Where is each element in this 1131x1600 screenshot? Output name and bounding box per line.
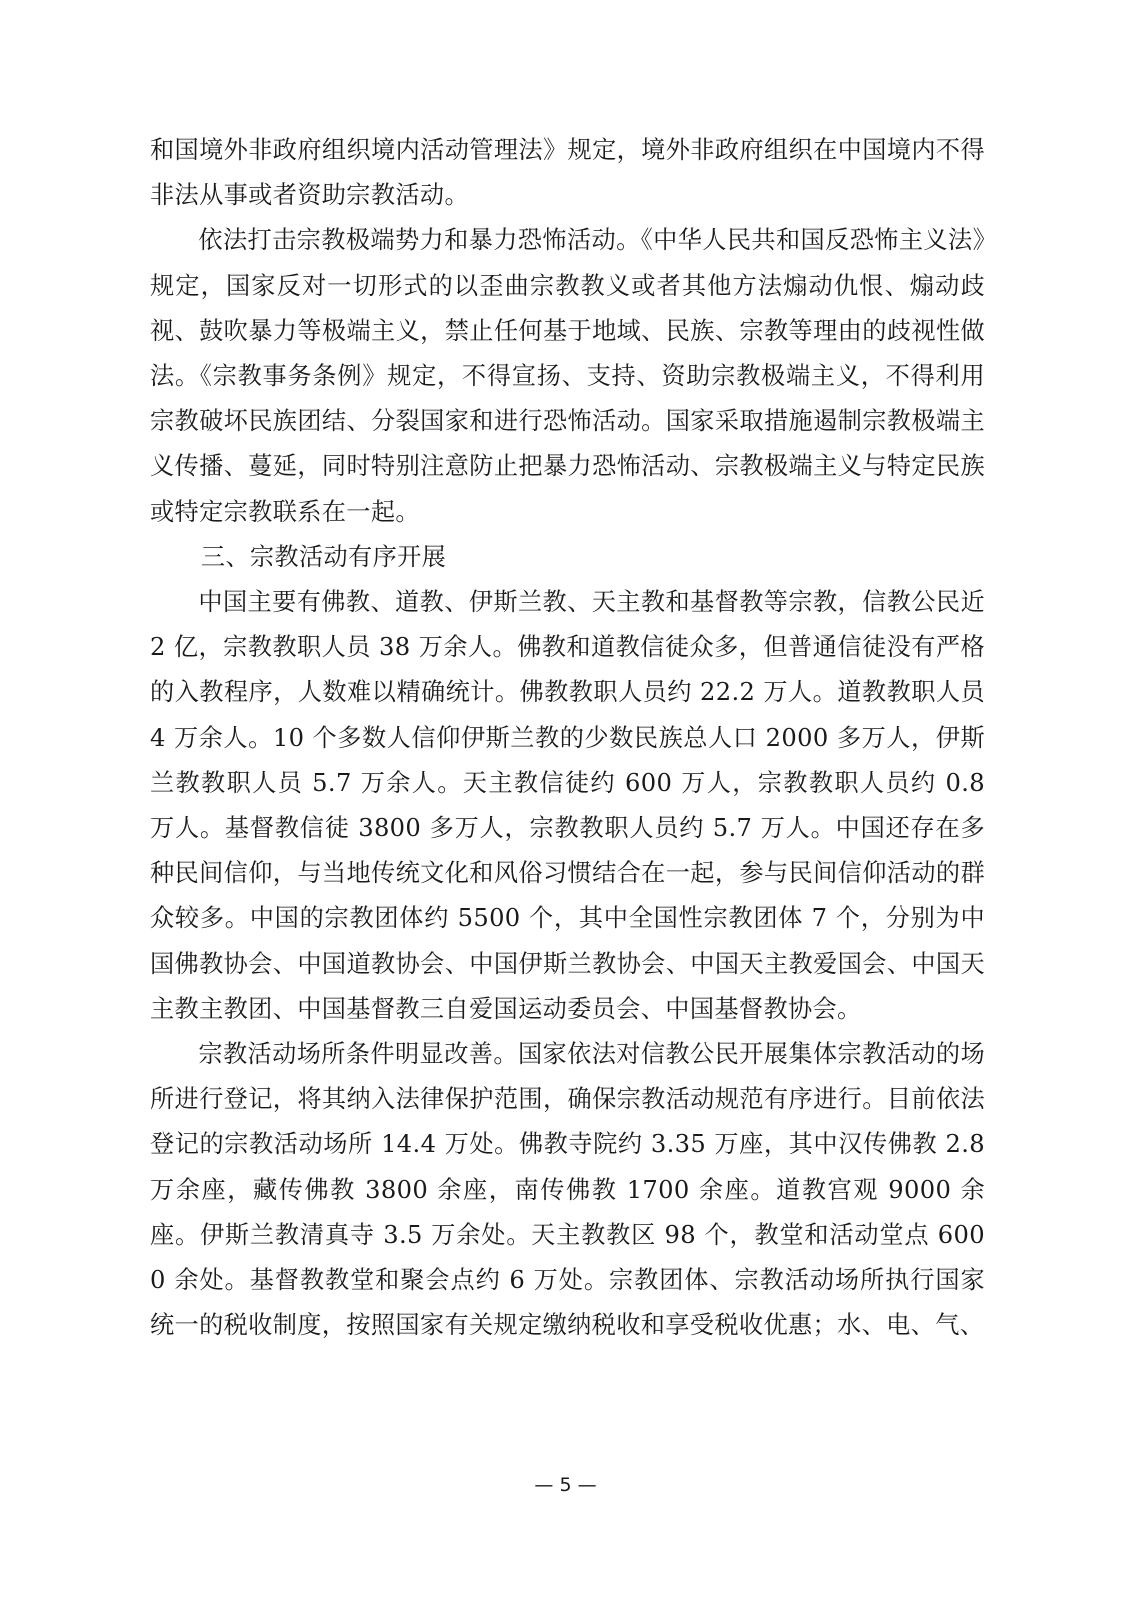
paragraph-extremism: 依法打击宗教极端势力和暴力恐怖活动。《中华人民共和国反恐怖主义法》规定，国家反对一切形式的以歪曲宗教教义或者其他方法煽动仇恨、煽动歧视、鼓吹暴力等极端主义，禁止任何基于地域、民族、宗教等理由的歧视性做法。《宗教事务条例》规定，不得宣扬、支持、资助宗教极端主义，不得利用宗教破坏民族团结、分裂国家和进行恐怖活动。国家采取措施遏制宗教极端主义传播、蔓延，同时特别注意防止把暴力恐怖活动、宗教极端主义与特定民族或特定宗教联系在一起。 xyxy=(150,226,985,526)
paragraph-religions-overview: 中国主要有佛教、道教、伊斯兰教、天主教和基督教等宗教，信教公民近 2 亿，宗教教职人员 38 万余人。佛教和道教信徒众多，但普通信徒没有严格的入教程序，人数难以精确统计。佛教教职人员约 22.2 万人。道教教职人员 4 万余人。10 个多数人信仰伊斯兰教的少数民族总人口 2000 多万人，伊斯兰教教职人员 5.7 万余人。天主教信徒约 600 万人，宗教教职人员约 0.8 万人。基督教信徒 3800 多万人，宗教教职人员约 5.7 万人。中国还存在多种民间信仰，与当地传统文化和风俗习惯结合在一起，参与民间信仰活动的群众较多。中国的宗教团体约 5500 个，其中全国性宗教团体 7 个，分别为中国佛教协会、中国道教协会、中国伊斯兰教协会、中国天主教爱国会、中国天主教主教团、中国基督教三自爱国运动委员会、中国基督教协会。 xyxy=(150,588,985,1023)
page-number: — 5 — xyxy=(534,1474,597,1496)
paragraph-religious-venues: 宗教活动场所条件明显改善。国家依法对信教公民开展集体宗教活动的场所进行登记，将其纳入法律保护范围，确保宗教活动规范有序进行。目前依法登记的宗教活动场所 14.4 万处。佛教寺院约 3.35 万座，其中汉传佛教 2.8 万余座，藏传佛教 3800 余座，南传佛教 1700 余座。道教宫观 9000 余座。伊斯兰教清真寺 3.5 万余处。天主教教区 98 个，教堂和活动堂点 6000 余处。基督教教堂和聚会点约 6 万处。宗教团体、宗教活动场所执行国家统一的税收制度，按照国家有关规定缴纳税收和享受税收优惠；水、电、气、 xyxy=(150,1040,985,1340)
section-heading: 三、宗教活动有序开展 xyxy=(200,542,447,571)
paragraph-continuation: 和国境外非政府组织境内活动管理法》规定，境外非政府组织在中国境内不得非法从事或者资助宗教活动。 xyxy=(150,136,985,210)
document-body xyxy=(150,128,985,1348)
